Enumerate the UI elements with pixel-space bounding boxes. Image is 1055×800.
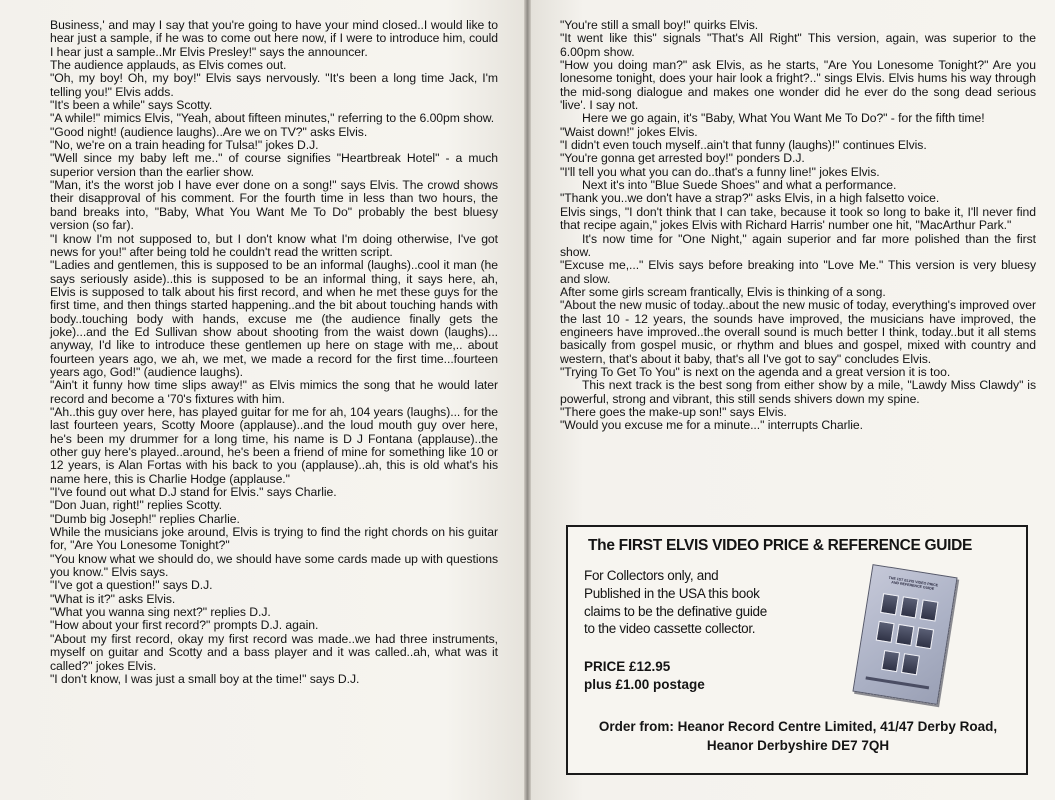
article-paragraph: "I've found out what D.J stand for Elvis." says Charlie.	[50, 485, 337, 500]
left-page	[0, 0, 524, 800]
advert-order-info	[578, 717, 1018, 755]
article-paragraph: It's now time for "One Night," again superior and far more polished than the first show.	[560, 231, 1036, 259]
book-cover-photos	[869, 593, 940, 679]
postage-line: plus £1.00 postage	[584, 676, 705, 692]
article-paragraph: "Ah..this guy over here, has played guitar for me for ah, 104 years (laughs)... for the last fourteen years, Scotty Moore (applause)..and the loud mouth guy over here, he's been my drummer for a long time, his name is D J Fontana (applause)..the other guy here's played..around, he's been a friend of mine for something like 10 or 12 years, is Alan Fortas with his back to you (applause)..ah, this is old what's his name here, this is Charlie Hodge (applause."	[50, 404, 498, 486]
article-paragraph: Here we go again, it's "Baby, What You Want Me To Do?" - for the fifth time!	[582, 111, 985, 126]
right-page	[531, 0, 1055, 800]
article-paragraph: "Man, it's the worst job I have ever done on a song!" says Elvis. The crowd shows their disapproval of his comment. For the fourth time in less than two hours, the band breaks into, "Baby, What You Want Me To Do" probably the best bluesy version (so far).	[50, 178, 498, 233]
article-paragraph: "There goes the make-up son!" says Elvis.	[560, 404, 787, 419]
article-paragraph: "Ladies and gentlemen, this is supposed to be an informal (laughs)..cool it man (he says seriously aside)..this is supposed to be an informal thing, it says here, ah, Elvis is supposed to talk about his first record, and when he met these guys for the first time, and then things started happening..and the bit about touching hands with body..touching body with hands, excuse me (the audience finally gets the joke)...and the Ed Sullivan show about shooting from the waist down (laughs)... anyway, I'd like to introduce these gentlemen up here on stage with me,.. about fourteen years ago, we ah, we met, we made a record for the first time...fourteen years ago, God!" (audience laughs).	[50, 258, 498, 379]
article-paragraph: "Waist down!" jokes Elvis.	[560, 124, 698, 139]
left-article-column	[50, 19, 498, 686]
advert-description	[584, 567, 824, 638]
article-paragraph: Next it's into "Blue Suede Shoes" and what a performance.	[582, 178, 897, 193]
article-paragraph: "Oh, my boy! Oh, my boy!" Elvis says nervously. "It's been a long time Jack, I'm telling you!" Elvis adds.	[50, 71, 498, 99]
article-paragraph: This next track is the best song from either show by a mile, "Lawdy Miss Clawdy" is powerful, strong and vibrant, this still sends shivers down my spine.	[560, 378, 1036, 406]
article-paragraph: "I don't know, I was just a small boy at the time!" says D.J.	[50, 671, 360, 686]
article-paragraph: "A while!" mimics Elvis, "Yeah, about fifteen minutes," referring to the 6.00pm show.	[50, 111, 495, 126]
order-address: Order from: Heanor Record Centre Limited, 41/47 Derby Road,	[598, 719, 998, 734]
article-paragraph: "What is it?" asks Elvis.	[50, 591, 176, 606]
article-paragraph: "Excuse me,..." Elvis says before breaking into "Love Me." This version is very bluesy and slow.	[560, 258, 1036, 286]
article-paragraph: "Thank you..we don't have a strap?" asks Elvis, in a high falsetto voice.	[560, 191, 940, 206]
article-paragraph: "About the new music of today..about the new music of today, everything's improved over the last 10 - 12 years, the sounds have improved, the musicians have improved, the engineers have improved..the overall sound is much better I think, today..but it all stems basically from gospel music, or rhythm and blues and gospel, mixed with country and western, that's about it baby, that's all I've got to say" concludes Elvis.	[560, 298, 1036, 366]
guide-book-cover-image	[852, 564, 957, 705]
book-author-strip	[865, 676, 929, 689]
article-paragraph: "Good night! (audience laughs)..Are we on TV?" asks Elvis.	[50, 124, 368, 139]
article-paragraph: "Ain't it funny how time slips away!" as Elvis mimics the song that he would later record and become a '70's fixtures with him.	[50, 378, 498, 406]
article-paragraph: "About my first record, okay my first record was made..we had three instruments, myself on guitar and Scotty and a bass player and it was called..ah, what was it called?" jokes Elvis.	[50, 631, 498, 673]
article-paragraph: "No, we're on a train heading for Tulsa!" jokes D.J.	[50, 138, 319, 153]
article-paragraph: "Don Juan, right!" replies Scotty.	[50, 498, 223, 513]
article-paragraph: "I didn't even touch myself..ain't that funny (laughs)!" continues Elvis.	[560, 138, 927, 153]
article-paragraph: The audience applauds, as Elvis comes out.	[50, 58, 287, 73]
article-paragraph: "Would you excuse me for a minute..." interrupts Charlie.	[560, 418, 863, 433]
advert-line: For Collectors only, and	[584, 568, 719, 583]
article-paragraph: "You're still a small boy!" quirks Elvis.	[560, 18, 759, 32]
advert-price	[584, 658, 824, 694]
article-paragraph: "How you doing man?" ask Elvis, as he starts, "Are You Lonesome Tonight?" Are you lonesome tonight, does your hair look a fright?.." sings Elvis. Elvis hums his way through the mid-song dialogue and makes one wonder did he ever do the song dead serious 'live'. I say not.	[560, 58, 1036, 113]
article-paragraph: Elvis sings, "I don't think that I can take, because it took so long to bake it, I'll never find that recipe again," jokes Elvis with Richard Harris' number one hit, "MacArthur Park."	[560, 204, 1036, 233]
advert-line: claims to be the definative guide	[584, 603, 767, 619]
article-paragraph: "It went like this" signals "That's All Right" This version, again, was superior to the 6.00pm show.	[560, 31, 1036, 59]
article-paragraph: Business,' and may I say that you're going to have your mind closed..I would like to hear just a sample, if he was to come out here now, if I were to introduce him, could I hear just a sample..Mr Elvis Presley!" says the announcer.	[50, 18, 498, 59]
article-paragraph: "I'll tell you what you can do..that's a funny line!" jokes Elvis.	[560, 164, 880, 179]
article-paragraph: "How about your first record?" prompts D.J. again.	[50, 618, 319, 633]
book-gutter	[524, 0, 531, 800]
right-article-column	[560, 19, 1036, 433]
article-paragraph: "It's been a while" says Scotty.	[50, 98, 213, 113]
article-paragraph: "You know what we should do, we should have some cards made up with questions you know." Elvis says.	[50, 551, 498, 580]
article-paragraph: "Well since my baby left me.." of course signifies "Heartbreak Hotel" - a much superior version than the earlier show.	[50, 151, 498, 179]
article-paragraph: "What you wanna sing next?" replies D.J.	[50, 605, 271, 620]
article-paragraph: "I've got a question!" says D.J.	[50, 578, 213, 593]
article-paragraph: "You're gonna get arrested boy!" ponders D.J.	[560, 151, 805, 166]
article-paragraph: "Trying To Get To You" is next on the agenda and a great version it is too.	[560, 364, 951, 379]
book-cover-title: THE 1ST ELVIS VIDEO PRICE AND REFERENCE GUIDE	[888, 575, 939, 592]
article-paragraph: After some girls scream frantically, Elvis is thinking of a song.	[560, 284, 886, 299]
price-line: PRICE £12.95	[584, 659, 671, 674]
article-paragraph: "Dumb big Joseph!" replies Charlie.	[50, 511, 240, 526]
order-town: Heanor Derbyshire DE7 7QH	[706, 738, 890, 753]
article-paragraph: While the musicians joke around, Elvis is trying to find the right chords on his guitar for, "Are You Lonesome Tonight?"	[50, 525, 498, 553]
video-guide-advert	[566, 525, 1028, 775]
article-paragraph: "I know I'm not supposed to, but I don't know what I'm doing otherwise, I've got news for you!" after being told he couldn't read the written script.	[50, 231, 498, 259]
advert-title: The FIRST ELVIS VIDEO PRICE & REFERENCE GUIDE	[588, 537, 973, 554]
advert-line: Published in the USA this book	[584, 585, 760, 601]
advert-line: to the video cassette collector.	[584, 621, 756, 637]
